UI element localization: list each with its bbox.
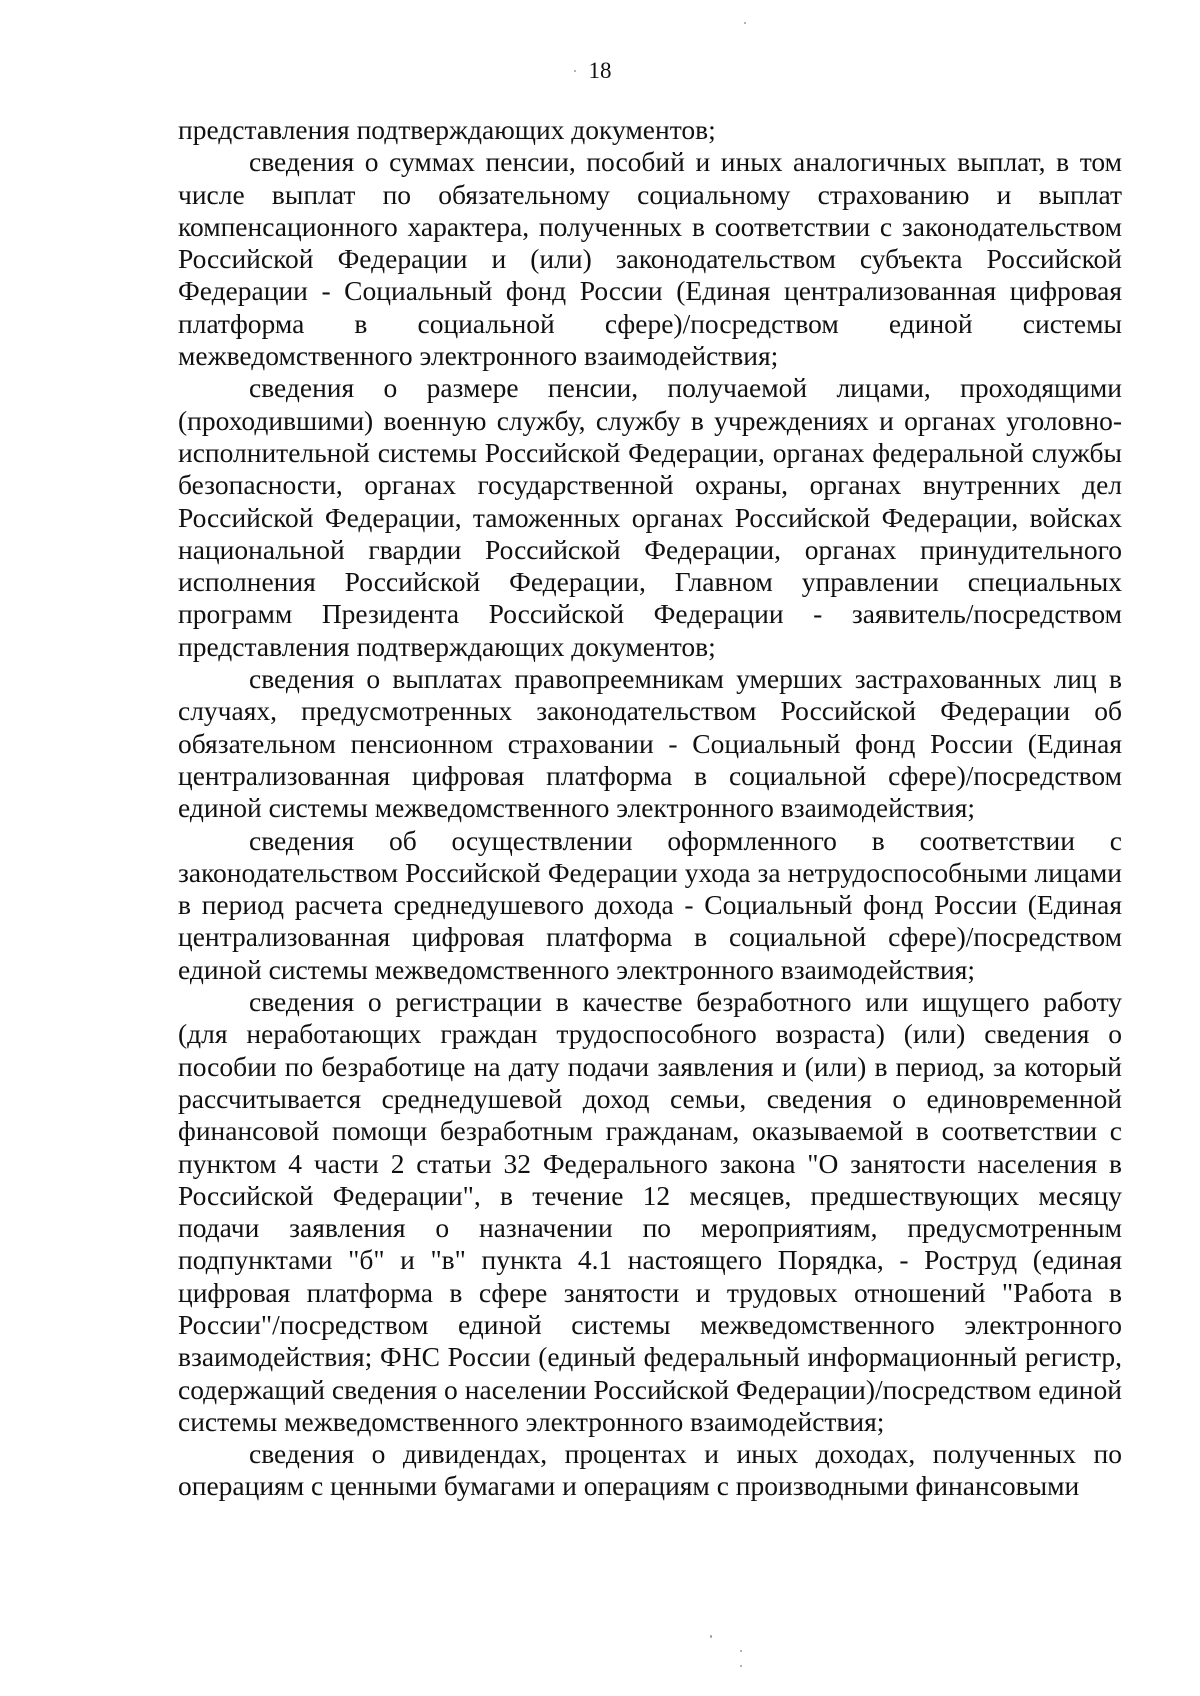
paragraph-pension-benefits: сведения о суммах пенсии, пособий и иных аналогичных выплат, в том числе выплат по обязательному социальному страхованию и выплат компенсационного характера, полученных в соответствии с законодательством Российской Федерации и (или) законодательством субъекта Российской Федерации - Социальный фонд России (Единая централизованная цифровая платформа в социальной сфере)/посредством единой системы межведомственного электронного взаимодействия; xyxy=(178,146,1122,372)
scan-speck xyxy=(740,1665,742,1667)
scan-speck xyxy=(744,22,746,24)
paragraph-dividends: сведения о дивидендах, процентах и иных доходах, полученных по операциям с ценными бумагами и операциям с производными финансовыми xyxy=(178,1438,1122,1502)
scan-speck xyxy=(710,1635,712,1638)
page-number: 18 xyxy=(588,58,612,83)
paragraph-care-disabled: сведения об осуществлении оформленного в соответствии с законодательством Российской Федерации ухода за нетрудоспособными лицами в период расчета среднедушевого дохода - Социальный фонд России (Единая централизованная цифровая платформа в социальной сфере)/посредством единой системы межведомственного электронного взаимодействия; xyxy=(178,824,1122,985)
scan-speck xyxy=(574,70,576,72)
document-body xyxy=(178,114,1122,1503)
paragraph-successor-payments: сведения о выплатах правопреемникам умерших застрахованных лиц в случаях, предусмотренных законодательством Российской Федерации об обязательном пенсионном страховании - Социальный фонд России (Единая централизованная цифровая платформа в социальной сфере)/посредством единой системы межведомственного электронного взаимодействия; xyxy=(178,663,1122,824)
paragraph-unemployment: сведения о регистрации в качестве безработного или ищущего работу (для неработающих граждан трудоспособного возраста) (или) сведения о пособии по безработице на дату подачи заявления и (или) в период, за который рассчитывается среднедушевой доход семьи, сведения о единовременной финансовой помощи безработным гражданам, оказываемой в соответствии с пунктом 4 части 2 статьи 32 Федерального закона "О занятости населения в Российской Федерации", в течение 12 месяцев, предшествующих месяцу подачи заявления о назначении по мероприятиям, предусмотренным подпунктами "б" и "в" пункта 4.1 настоящего Порядка, - Роструд (единая цифровая платформа в сфере занятости и трудовых отношений "Работа в России"/посредством единой системы межведомственного электронного взаимодействия; ФНС России (единый федеральный информационный регистр, содержащий сведения о населении Российской Федерации)/посредством единой системы межведомственного электронного взаимодействия; xyxy=(178,986,1122,1437)
scan-speck xyxy=(740,1650,742,1652)
paragraph-military-pension: сведения о размере пенсии, получаемой лицами, проходящими (проходившими) военную службу, службу в учреждениях и органах уголовно-исполнительной системы Российской Федерации, органах федеральной службы безопасности, органах государственной охраны, органах внутренних дел Российской Федерации, таможенных органах Российской Федерации, войсках национальной гвардии Российской Федерации, органах принудительного исполнения Российской Федерации, Главном управлении специальных программ Президента Российской Федерации - заявитель/посредством представления подтверждающих документов; xyxy=(178,372,1122,662)
paragraph-continuation: представления подтверждающих документов; xyxy=(178,114,716,145)
